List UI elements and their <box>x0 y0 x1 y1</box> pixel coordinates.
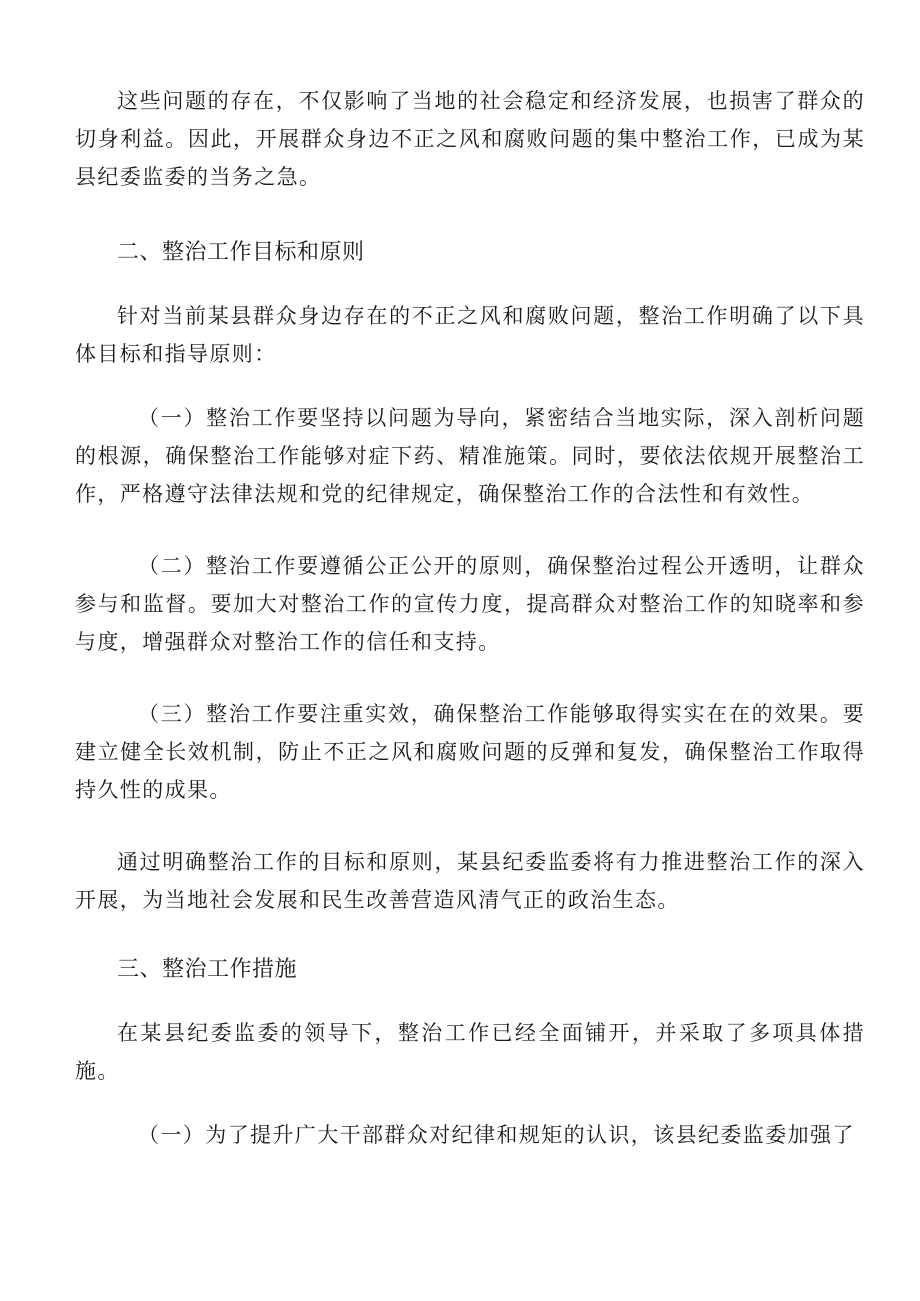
paragraph-measures-intro: 在某县纪委监委的领导下，整治工作已经全面铺开，并采取了多项具体措施。 <box>75 1021 865 1083</box>
paragraph-goals-summary: 通过明确整治工作的目标和原则，某县纪委监委将有力推进整治工作的深入开展，为当地社会发展和民生改善营造风清气正的政治生态。 <box>75 850 865 912</box>
paragraph-goals-intro: 针对当前某县群众身边存在的不正之风和腐败问题，整治工作明确了以下具体目标和指导原则： <box>75 304 865 366</box>
paragraph-problem-impact: 这些问题的存在，不仅影响了当地的社会稳定和经济发展，也损害了群众的切身利益。因此，开展群众身边不正之风和腐败问题的集中整治工作，已成为某县纪委监委的当务之急。 <box>75 89 865 189</box>
paragraph-measure-one: （一）为了提升广大干部群众对纪律和规矩的认识，该县纪委监委加强了 <box>138 1123 855 1147</box>
section-heading-measures: 三、整治工作措施 <box>117 957 298 982</box>
paragraph-principle-three: （三）整治工作要注重实效，确保整治工作能够取得实实在在的效果。要建立健全长效机制，防止不正之风和腐败问题的反弹和复发，确保整治工作取得持久性的成果。 <box>75 702 865 802</box>
paragraph-principle-one: （一）整治工作要坚持以问题为导向，紧密结合当地实际，深入剖析问题的根源，确保整治工作能够对症下药、精准施策。同时，要依法依规开展整治工作，严格遵守法律法规和党的纪律规定，确保整治工作的合法性和有效性。 <box>75 406 865 506</box>
paragraph-principle-two: （二）整治工作要遵循公正公开的原则，确保整治过程公开透明，让群众参与和监督。要加大对整治工作的宣传力度，提高群众对整治工作的知晓率和参与度，增强群众对整治工作的信任和支持。 <box>75 554 865 654</box>
section-heading-goals-principles: 二、整治工作目标和原则 <box>117 240 365 265</box>
